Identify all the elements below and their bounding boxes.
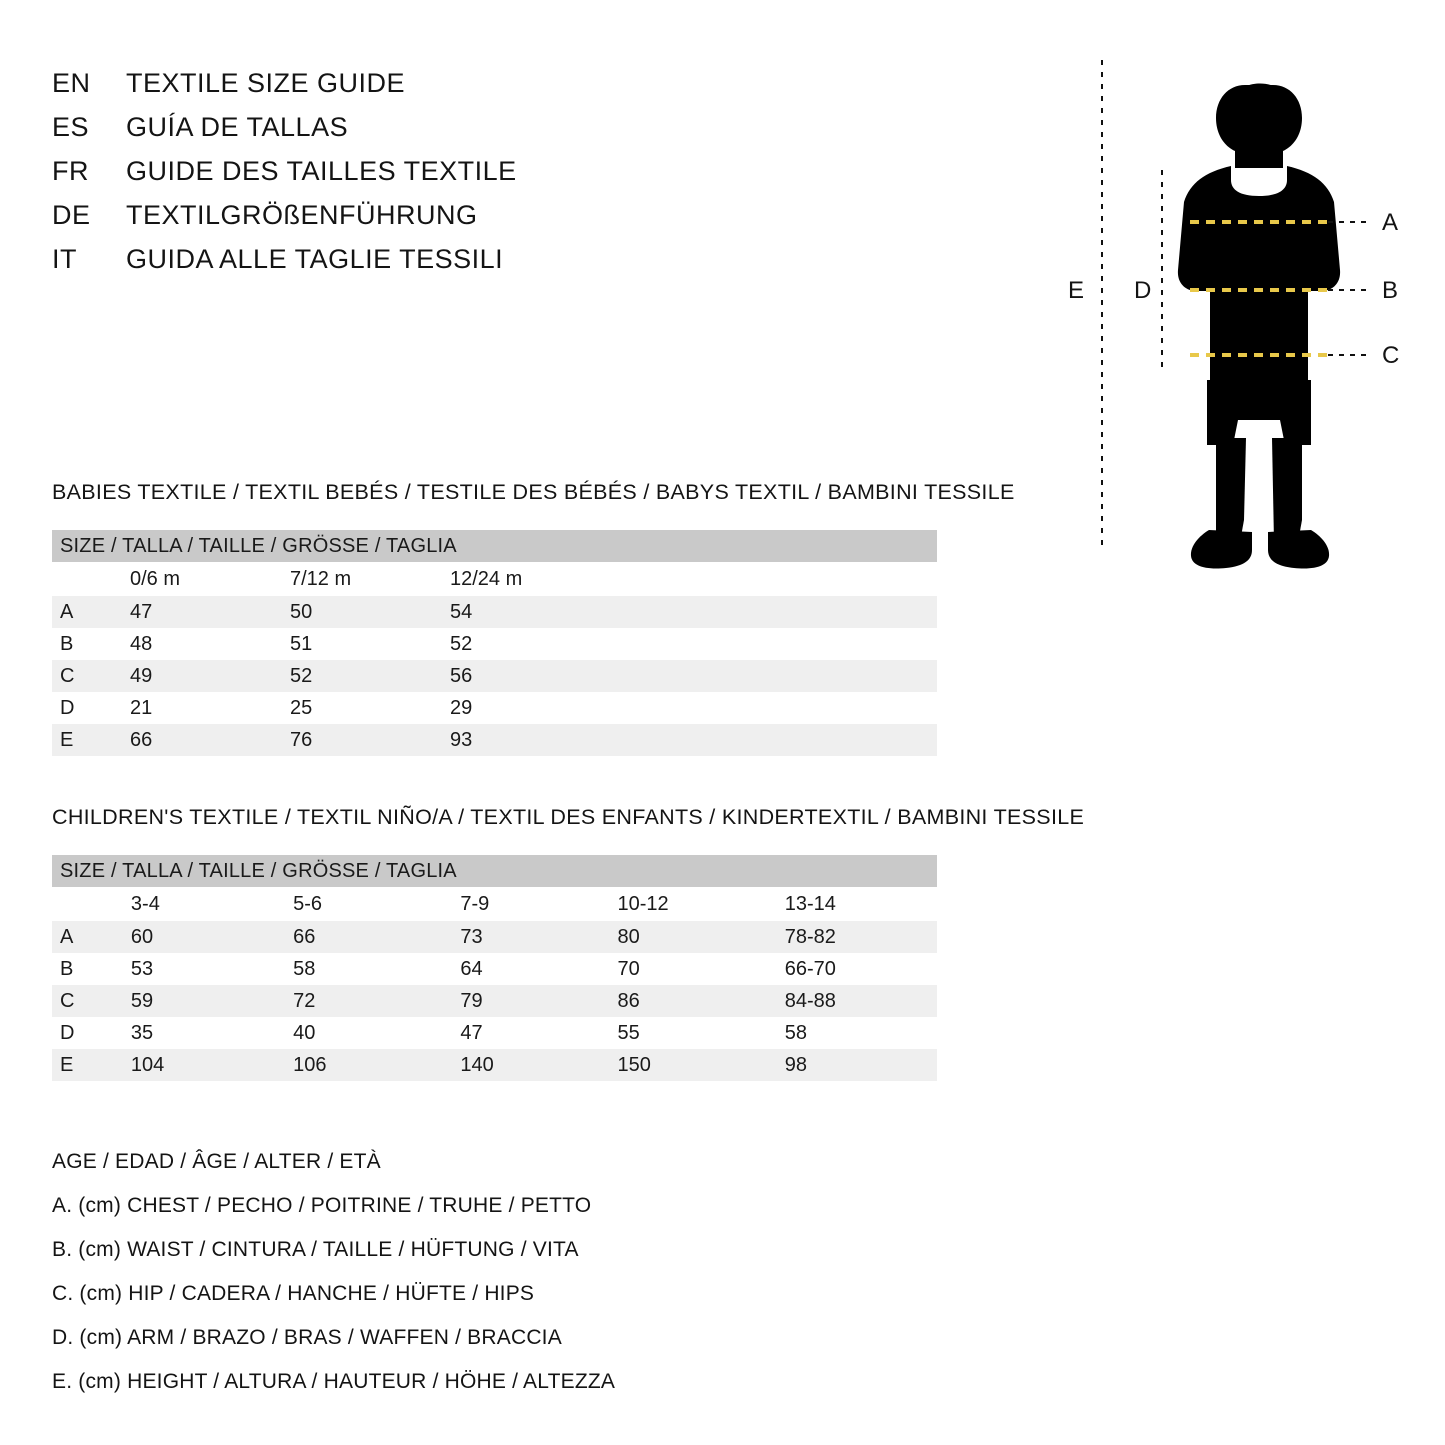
- table-row: [52, 1049, 937, 1081]
- title-text-de: TEXTILGRÖßENFÜHRUNG: [126, 200, 478, 230]
- babies-cell-b-1: 51: [280, 628, 440, 660]
- babies-cell-d-0: 21: [120, 692, 280, 724]
- children-row-label-c: C: [52, 985, 121, 1017]
- babies-cell-b-0: 48: [120, 628, 280, 660]
- lang-code-de: DE: [52, 200, 91, 230]
- title-block: [52, 68, 672, 288]
- title-row-de: [52, 200, 672, 244]
- babies-cell-a-2: 54: [440, 596, 600, 628]
- babies-cell-b-2: 52: [440, 628, 600, 660]
- children-cell-d-3: 55: [608, 1017, 775, 1049]
- table-row: [52, 628, 937, 660]
- babies-cell-c-1: 52: [280, 660, 440, 692]
- measurement-figure: [1040, 50, 1430, 580]
- babies-column-header-row: [52, 562, 937, 596]
- children-cell-b-3: 70: [608, 953, 775, 985]
- measurement-legend: [52, 1140, 852, 1404]
- children-cell-d-0: 35: [121, 1017, 283, 1049]
- legend-hip: C. (cm) HIP / CADERA / HANCHE / HÜFTE / HIPS: [52, 1282, 535, 1305]
- children-cell-a-0: 60: [121, 921, 283, 953]
- babies-col-header-0: 0/6 m: [120, 562, 280, 596]
- child-silhouette: [1178, 84, 1340, 569]
- children-cell-a-3: 80: [608, 921, 775, 953]
- babies-row-label-b: B: [52, 628, 120, 660]
- babies-cell-a-0: 47: [120, 596, 280, 628]
- babies-cell-e-0: 66: [120, 724, 280, 756]
- babies-row-label-e: E: [52, 724, 120, 756]
- babies-size-table: [52, 530, 937, 756]
- children-cell-b-2: 64: [450, 953, 607, 985]
- children-cell-e-1: 106: [283, 1049, 450, 1081]
- babies-cell-e-1: 76: [280, 724, 440, 756]
- children-row-label-d: D: [52, 1017, 121, 1049]
- children-column-header-row: [52, 887, 937, 921]
- table-row: [52, 724, 937, 756]
- children-row-label-b: B: [52, 953, 121, 985]
- children-cell-c-3: 86: [608, 985, 775, 1017]
- babies-row-label-c: C: [52, 660, 120, 692]
- legend-height: E. (cm) HEIGHT / ALTURA / HAUTEUR / HÖHE / ALTEZZA: [52, 1370, 616, 1393]
- children-cell-b-1: 58: [283, 953, 450, 985]
- children-cell-a-2: 73: [450, 921, 607, 953]
- lang-code-en: EN: [52, 68, 91, 98]
- figure-label-c: C: [1382, 342, 1400, 369]
- title-row-it: [52, 244, 672, 288]
- table-row: [52, 1017, 937, 1049]
- legend-arm: D. (cm) ARM / BRAZO / BRAS / WAFFEN / BRACCIA: [52, 1326, 562, 1349]
- children-cell-b-0: 53: [121, 953, 283, 985]
- children-col-header-0: 3-4: [121, 887, 283, 921]
- babies-col-header-1: 7/12 m: [280, 562, 440, 596]
- figure-label-b: B: [1382, 277, 1399, 304]
- babies-cell-a-1: 50: [280, 596, 440, 628]
- babies-cell-e-2: 93: [440, 724, 600, 756]
- children-cell-b-4: 66-70: [775, 953, 937, 985]
- babies-cell-d-1: 25: [280, 692, 440, 724]
- children-cell-e-0: 104: [121, 1049, 283, 1081]
- children-size-bar-label: SIZE / TALLA / TAILLE / GRÖSSE / TAGLIA: [52, 855, 937, 887]
- children-col-header-2: 7-9: [450, 887, 607, 921]
- children-cell-d-4: 58: [775, 1017, 937, 1049]
- children-cell-e-4: 98: [775, 1049, 937, 1081]
- babies-cell-c-2: 56: [440, 660, 600, 692]
- babies-col-header-2: 12/24 m: [440, 562, 600, 596]
- children-cell-c-1: 72: [283, 985, 450, 1017]
- children-size-table: [52, 855, 937, 1081]
- children-cell-a-1: 66: [283, 921, 450, 953]
- babies-row-label-a: A: [52, 596, 120, 628]
- figure-label-a: A: [1382, 209, 1399, 236]
- legend-waist: B. (cm) WAIST / CINTURA / TAILLE / HÜFTUNG / VITA: [52, 1238, 579, 1261]
- children-row-label-e: E: [52, 1049, 121, 1081]
- children-cell-d-1: 40: [283, 1017, 450, 1049]
- lang-code-fr: FR: [52, 156, 89, 186]
- table-row: [52, 921, 937, 953]
- figure-label-d: D: [1134, 277, 1152, 304]
- children-cell-e-3: 150: [608, 1049, 775, 1081]
- title-row-en: [52, 68, 672, 112]
- children-size-bar-row: [52, 855, 937, 887]
- title-row-es: [52, 112, 672, 156]
- table-row: [52, 660, 937, 692]
- children-col-header-3: 10-12: [608, 887, 775, 921]
- babies-size-bar-label: SIZE / TALLA / TAILLE / GRÖSSE / TAGLIA: [52, 530, 937, 562]
- children-col-header-1: 5-6: [283, 887, 450, 921]
- title-row-fr: [52, 156, 672, 200]
- table-row: [52, 985, 937, 1017]
- babies-section-heading: BABIES TEXTILE / TEXTIL BEBÉS / TESTILE DES BÉBÉS / BABYS TEXTIL / BAMBINI TESSILE: [52, 480, 1015, 504]
- title-text-es: GUÍA DE TALLAS: [126, 112, 349, 142]
- table-row: [52, 692, 937, 724]
- babies-cell-d-2: 29: [440, 692, 600, 724]
- table-row: [52, 953, 937, 985]
- legend-chest: A. (cm) CHEST / PECHO / POITRINE / TRUHE / PETTO: [52, 1194, 592, 1217]
- children-cell-c-0: 59: [121, 985, 283, 1017]
- babies-cell-c-0: 49: [120, 660, 280, 692]
- children-cell-e-2: 140: [450, 1049, 607, 1081]
- children-row-label-a: A: [52, 921, 121, 953]
- figure-label-e: E: [1068, 277, 1085, 304]
- children-col-header-4: 13-14: [775, 887, 937, 921]
- table-row: [52, 596, 937, 628]
- title-text-it: GUIDA ALLE TAGLIE TESSILI: [126, 244, 504, 274]
- lang-code-it: IT: [52, 244, 77, 274]
- lang-code-es: ES: [52, 112, 90, 142]
- children-section-heading: CHILDREN'S TEXTILE / TEXTIL NIÑO/A / TEXTIL DES ENFANTS / KINDERTEXTIL / BAMBINI TESSILE: [52, 805, 1085, 829]
- title-text-en: TEXTILE SIZE GUIDE: [126, 68, 406, 98]
- children-cell-c-2: 79: [450, 985, 607, 1017]
- babies-size-bar-row: [52, 530, 937, 562]
- children-cell-c-4: 84-88: [775, 985, 937, 1017]
- children-cell-d-2: 47: [450, 1017, 607, 1049]
- babies-row-label-d: D: [52, 692, 120, 724]
- children-cell-a-4: 78-82: [775, 921, 937, 953]
- title-text-fr: GUIDE DES TAILLES TEXTILE: [126, 156, 517, 186]
- legend-age: AGE / EDAD / ÂGE / ALTER / ETÀ: [52, 1150, 381, 1173]
